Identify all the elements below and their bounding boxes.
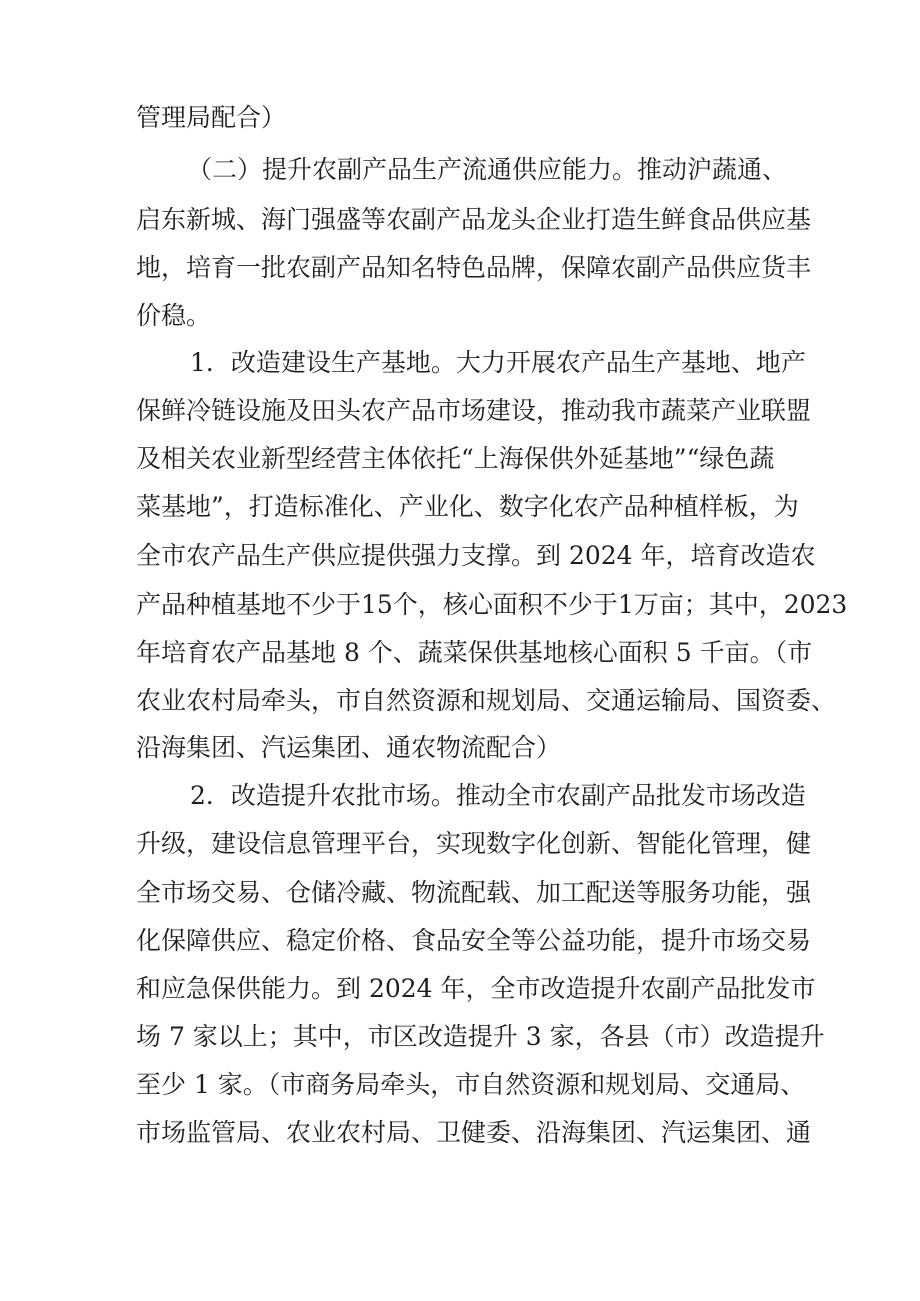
text-line: 至少 1 家。（市商务局牵头，市自然资源和规划局、交通局、 xyxy=(136,1070,806,1099)
text-line: 菜基地”，打造标准化、产业化、数字化农产品种植样板，为 xyxy=(136,492,799,521)
text-line: 地，培育一批农副产品知名特色品牌，保障农副产品供应货丰 xyxy=(136,253,812,282)
text-line: 年培育农产品基地 8 个、蔬菜保供基地核心面积 5 千亩。（市 xyxy=(136,638,813,667)
text-line: 产品种植基地不少于15个，核心面积不少于1万亩；其中，2023 xyxy=(136,590,848,619)
text-line: 农业农村局牵头，市自然资源和规划局、交通运输局、国资委、 xyxy=(136,686,837,715)
item-heading-line: 1．改造建设生产基地。大力开展农产品生产基地、地产 xyxy=(190,348,806,377)
text-line: 和应急保供能力。到 2024 年，全市改造提升农副产品批发市 xyxy=(136,974,816,1003)
text-line: 市场监管局、农业农村局、卫健委、沿海集团、汽运集团、通 xyxy=(136,1118,812,1147)
section-heading-line: （二）提升农副产品生产流通供应能力。推动沪蔬通、 xyxy=(187,155,788,184)
text-line: 全市场交易、仓储冷藏、物流配载、加工配送等服务功能，强 xyxy=(136,878,812,907)
text-line: 价稳。 xyxy=(136,301,212,330)
text-line: 全市农产品生产供应提供强力支撑。到 2024 年，培育改造农 xyxy=(136,541,816,570)
text-line: 化保障供应、稳定价格、食品安全等公益功能，提升市场交易 xyxy=(136,926,812,955)
text-line: 场 7 家以上；其中，市区改造提升 3 家，各县（市）改造提升 xyxy=(136,1022,825,1051)
text-line: 沿海集团、汽运集团、通农物流配合） xyxy=(136,733,562,762)
item-heading-line: 2．改造提升农批市场。推动全市农副产品批发市场改造 xyxy=(190,781,806,810)
text-line: 及相关农业新型经营主体依托“上海保供外延基地”“绿色蔬 xyxy=(136,444,775,473)
text-line: 保鲜冷链设施及田头农产品市场建设，推动我市蔬菜产业联盟 xyxy=(136,396,812,425)
text-line: 启东新城、海门强盛等农副产品龙头企业打造生鲜食品供应基 xyxy=(136,205,812,234)
text-line: 升级，建设信息管理平台，实现数字化创新、智能化管理，健 xyxy=(136,829,812,858)
text-line: 管理局配合） xyxy=(136,103,287,132)
